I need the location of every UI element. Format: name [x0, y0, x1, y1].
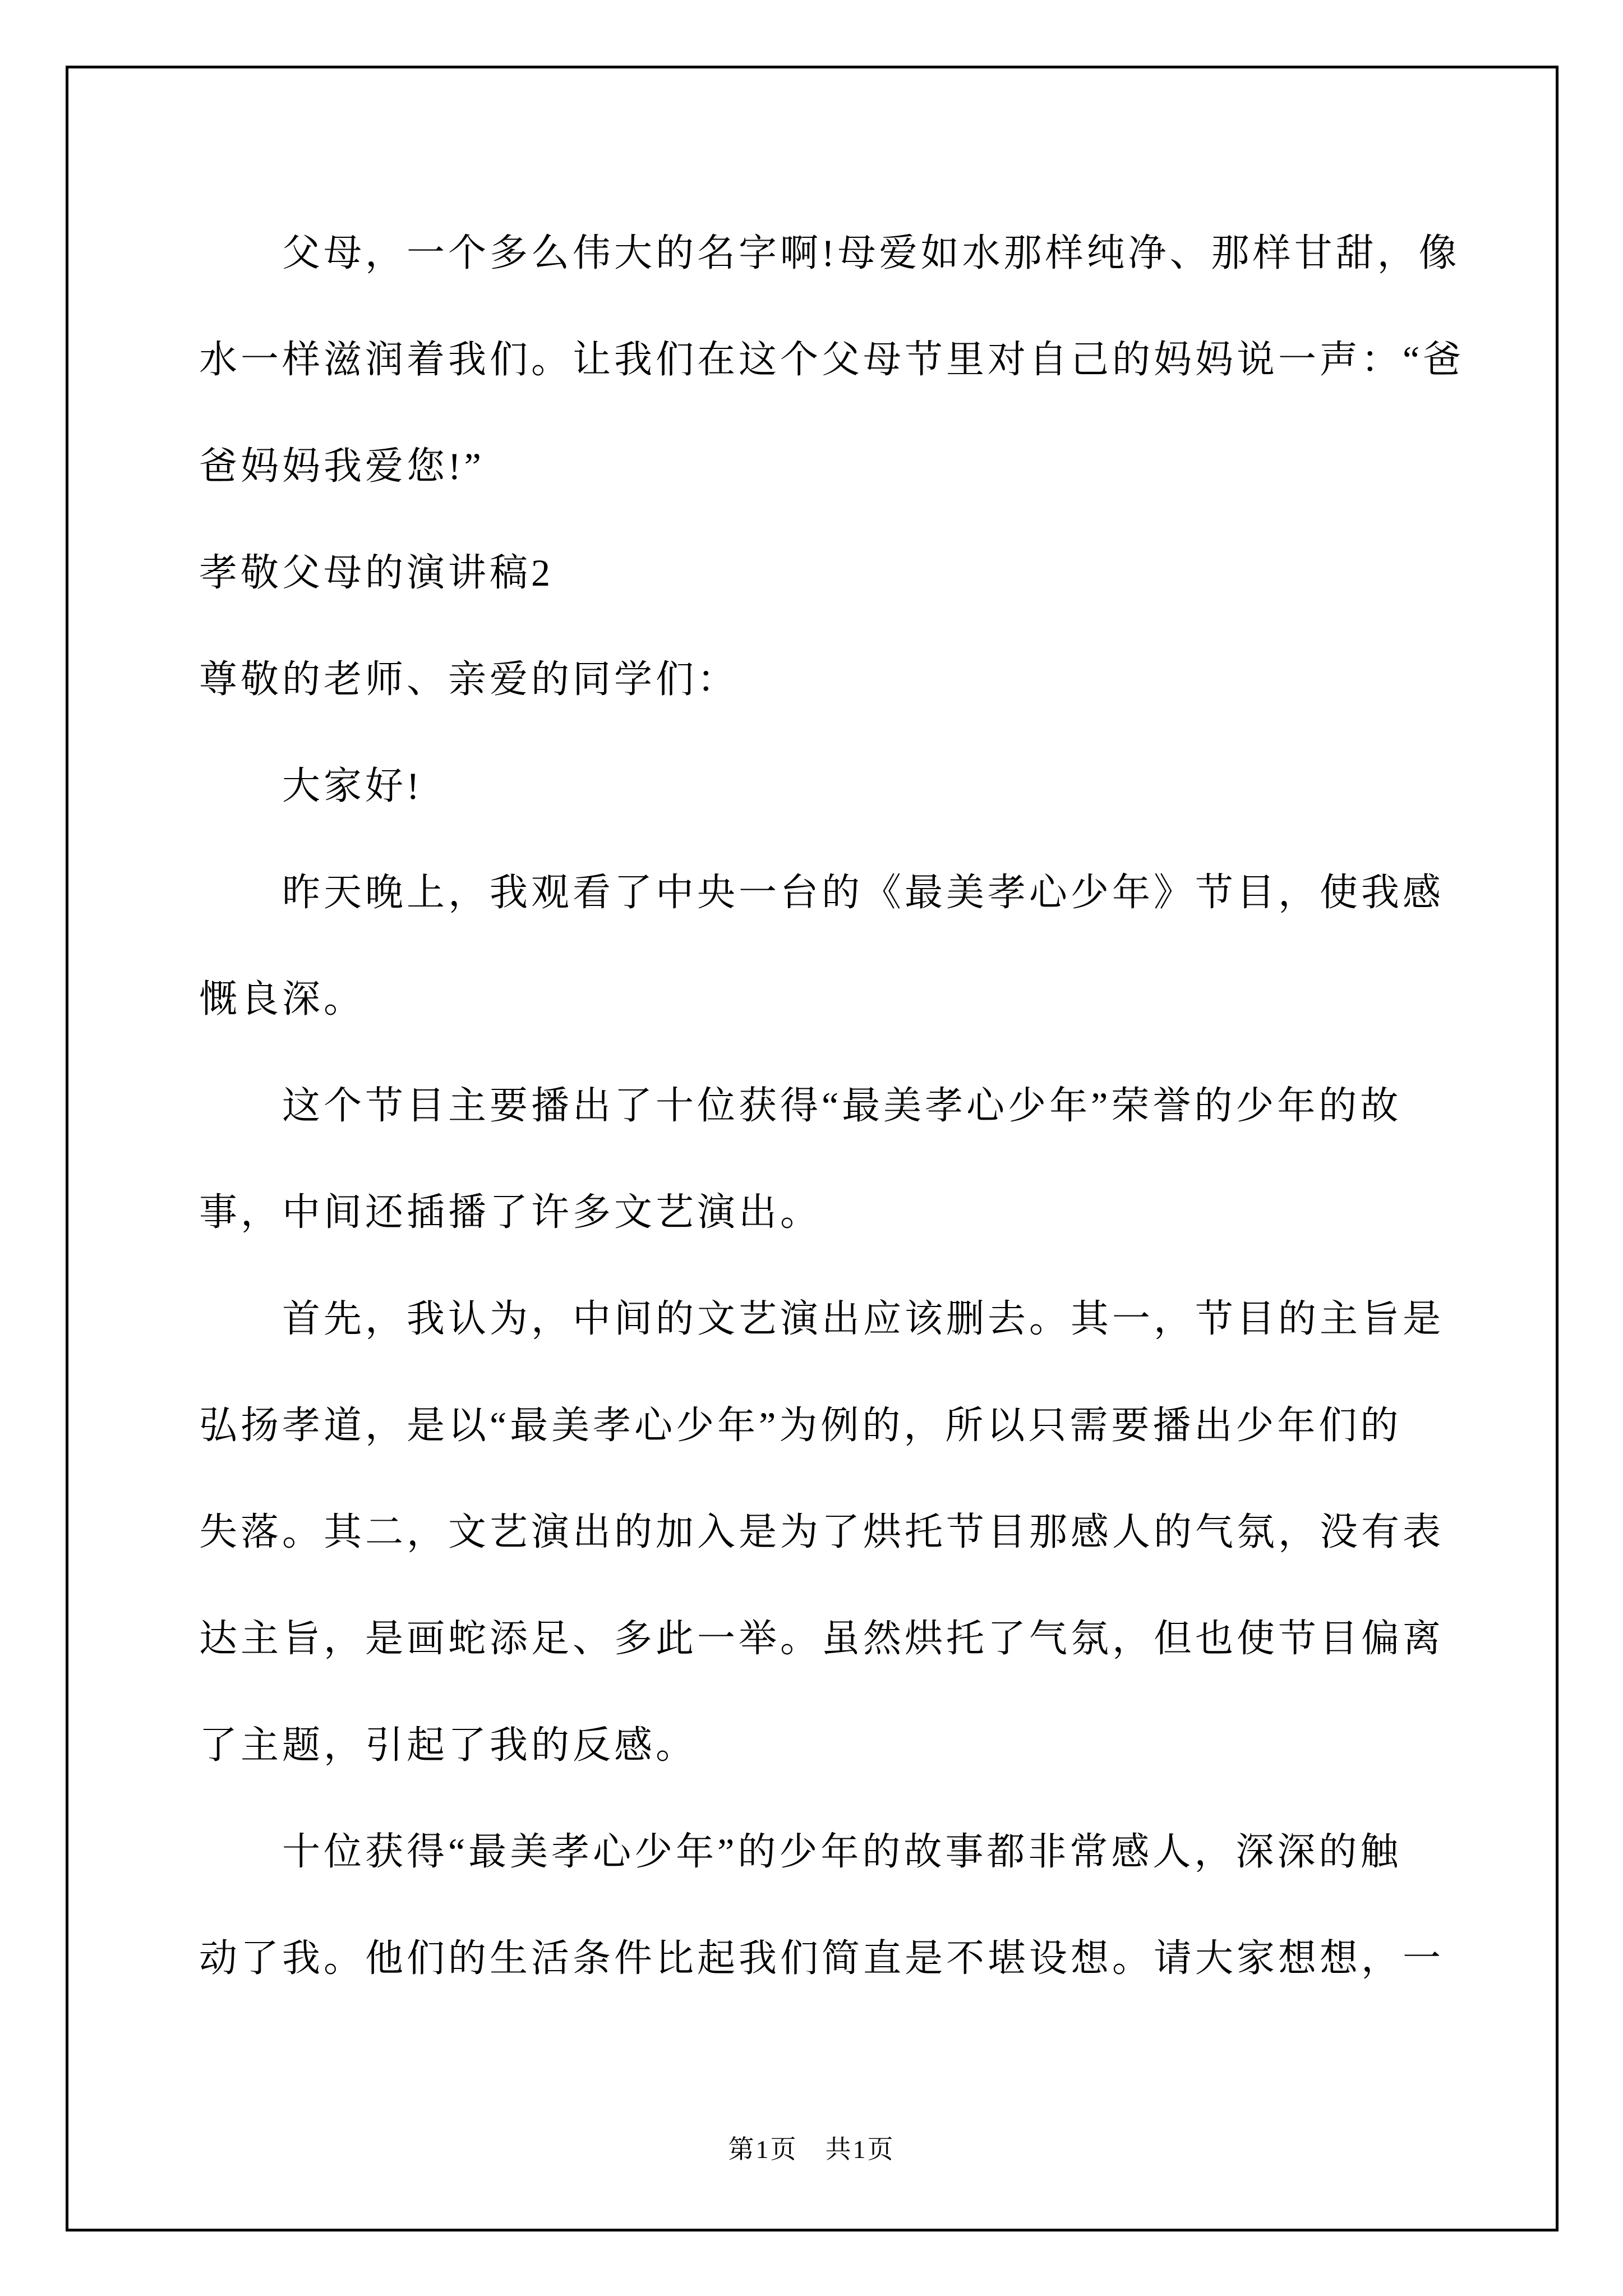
- text-line: 首先，我认为，中间的文艺演出应该删去。其一，节目的主旨是: [282, 1297, 1445, 1340]
- text-line: 这个节目主要播出了十位获得“最美孝心少年”荣誉的少年的故: [282, 1084, 1402, 1127]
- salutation-line: 尊敬的老师、亲爱的同学们：: [199, 658, 739, 701]
- text-line: 爸妈妈我爱您!”: [199, 445, 485, 487]
- text-line: 失落。其二，文艺演出的加入是为了烘托节目那感人的气氛，没有表: [199, 1511, 1445, 1553]
- text-line: 水一样滋润着我们。让我们在这个父母节里对自己的妈妈说一声：“爸: [199, 338, 1465, 381]
- document-body: [199, 200, 1465, 2012]
- text-line: 事，中间还插播了许多文艺演出。: [199, 1191, 822, 1234]
- text-line: 达主旨，是画蛇添足、多此一举。虽然烘托了气氛，但也使节目偏离: [199, 1617, 1445, 1660]
- text-line: 慨良深。: [199, 978, 366, 1020]
- text-line: 了主题，引起了我的反感。: [199, 1724, 698, 1766]
- text-line: 昨天晚上，我观看了中央一台的《最美孝心少年》节目，使我感: [282, 871, 1445, 914]
- text-line: 动了我。他们的生活条件比起我们简直是不堪设想。请大家想想，一: [199, 1937, 1445, 1980]
- page-footer: 第1页 共1页: [728, 2135, 895, 2164]
- text-line: 大家好!: [282, 765, 423, 807]
- section-heading: 孝敬父母的演讲稿2: [199, 551, 554, 594]
- text-line: 弘扬孝道，是以“最美孝心少年”为例的，所以只需要播出少年们的: [199, 1404, 1402, 1447]
- text-line: 父母，一个多么伟大的名字啊!母爱如水那样纯净、那样甘甜，像: [282, 232, 1460, 274]
- text-line: 十位获得“最美孝心少年”的少年的故事都非常感人，深深的触: [282, 1830, 1402, 1873]
